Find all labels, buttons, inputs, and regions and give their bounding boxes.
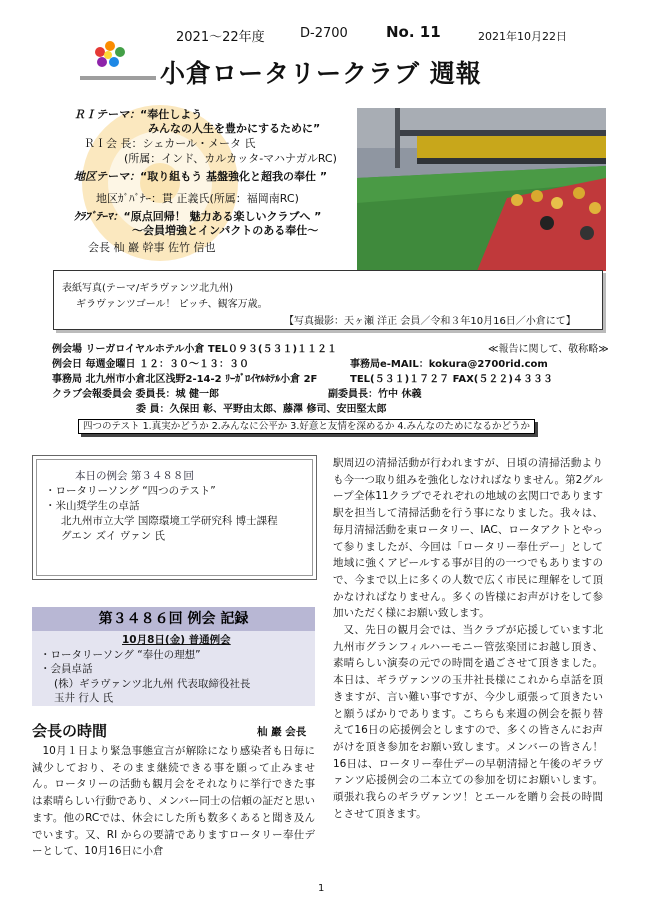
cover-caption-box [53,270,603,330]
president-text-right [333,455,603,822]
ri-theme-line1: “奉仕しよう [140,108,203,121]
ri-theme [74,108,202,122]
club-theme-line1: “原点回帰！ 魅力ある楽しいクラブへ ” [123,210,322,223]
record-item-song: ・ロータリーソング “奉仕の理想” [40,648,201,661]
cover-caption-text: ギラヴァンツゴール！ ピッチ、観客万歳。 [76,299,268,310]
notice: ≪報告に関して、敬称略≫ [488,344,609,355]
committee-members: 委 員：久保田 彰、平野由太郎、藤澤 修司、安田堅太郎 [136,404,387,415]
today-speaker-affiliation: 北九州市立大学 国際環境工学研究科 博士課程 [61,515,278,527]
president-heading: 会長の時間 [32,722,108,740]
page-number: 1 [318,883,325,894]
club-theme [74,210,321,224]
today-title: 本日の例会 第３４８８回 [75,470,194,482]
cover-photo [357,108,606,271]
committee-vice: 副委員長：竹中 休義 [328,389,422,400]
venue: 例会場 リーガロイヤルホテル小倉 TEL０９３(５３１)１１２１ [52,344,338,355]
district-theme-label: 地区テーマ： [74,170,140,183]
record-speaker-name: 玉井 行人 氏 [54,692,114,704]
district-number: D-2700 [300,26,348,41]
record-body [32,631,315,706]
club-theme-label: ｸﾗﾌﾞﾃｰﾏ： [74,210,124,223]
today-speaker-name: グエン ズイ ヴァン 氏 [61,530,165,542]
today-meeting-box [32,455,317,580]
today-item-song: ・ロータリーソング “四つのテスト” [45,485,216,497]
president-name: 杣 巖 会長 [257,726,307,738]
issue-date: 2021年10月22日 [478,30,567,43]
issue-number: No. 11 [386,23,441,41]
record-title: 第３４８６回 例会 記録 [32,607,315,631]
record-item-talk: ・会員卓話 [40,663,93,675]
ri-theme-line2: みんなの人生を豊かにするために” [148,122,321,135]
president-paragraph-1: 駅周辺の清掃活動が行われますが、日頃の清掃活動よりも今一つ取り組みを強化しなければなりません。第2グループ全体11クラブでそれぞれの地域の玄関口であります駅を担当して清掃活動を行う事になりました。我々は、毎月清掃活動を東ロータリー、IAC、ロータアクトとやって参りましたが、今回は「ロータリー奉仕デー」として地域に強くアピールする事が目的の一つでもありますので、今まで以上に多くの人数で広く市民に理解をして頂かなければなりません。多くの皆様にお声がけをして参加いただく様にお願い致します。 [333,457,603,620]
record-date: 10月8日(金) 普通例会 [122,634,231,646]
ri-president-affiliation: (所属：インド、カルカッタ-マハナガルRC) [124,152,337,165]
meeting-day: 例会日 毎週金曜日 １２：３０～１３：３０ [52,359,249,370]
record-speaker-affiliation: (株）ギラヴァンツ北九州 代表取締役社長 [54,677,251,690]
club-officers: 会長 杣 巖 幹事 佐竹 信也 [88,241,216,254]
cover-caption-title: 表紙写真(テーマ/ギラヴァンツ北九州) [62,283,234,294]
district-theme [74,170,327,184]
club-theme-line2: ～会員増強とインパクトのある奉仕～ [132,224,319,237]
president-paragraph-2: 又、先日の観月会では、当クラブが応援しています北九州市グランフィルハーモニー管弦楽団にお越し頂き、素晴らしい演奏の元での時間を過ごさせて頂きました。本日は、ギラヴァンツの玉井社長様にこれから卓話を頂きますが、言い難い事ですが、今少し頑張って頂きたいと願うばかりであります。こちらも来週の例会を振り替えて16日の応援例会としますので、多くの皆さんにお声がけを頂き参加をお願い致します。メンバーの皆さん！16日は、ロータリー奉仕デーの早朝清掃と午後のギラヴァンツ応援例会の二本立ての参加を切にお願いします。頑張れ我らのギラヴァンツ！とエールを贈り会長の時間とさせて頂きます。 [333,624,603,820]
office-address: 事務局 北九州市小倉北区浅野2-14-2 ﾘｰｶﾞﾛｲﾔﾙﾎﾃﾙ小倉 2F [52,374,318,385]
club-year: 2021～22年度 [176,30,265,45]
page-title: 小倉ロータリークラブ 週報 [160,59,482,88]
office-phone: TEL(５３１)１７２７ FAX(５２２)４３３３ [350,374,553,385]
president-text-left: 10月１日より緊急事態宣言が解除になり感染者も日毎に減少しており、そのまま継続できる事を願って止みません。ロータリーの活動も観月会をそれなりに挙行できた事は素晴らしい行動であり、メンバー同士の信頼の証だと思います。他のRCでは、休会にした所も数多くあると聞き及んでいます。又、RI からの要請でありますロータリー奉仕デーとして、10月16日に小倉 [32,745,315,858]
cover-photo-credit: 【写真撮影：天ヶ瀬 洋正 会員／令和３年10月16日／小倉にて】 [284,316,576,327]
four-way-test: 四つのテスト 1.真実かどうか 2.みんなに公平か 3.好意と友情を深めるか 4.みんなのためになるかどうか [78,419,535,434]
rotary-logo [78,30,158,88]
district-governor: 地区ｶﾞﾊﾞﾅｰ：貫 正義氏(所属：福岡南RC) [96,192,299,205]
ri-president: ＲＩ会 長：シェカール・メータ 氏 [84,137,256,150]
ri-theme-label: ＲＩテーマ： [74,108,140,121]
office-email: 事務局e-MAIL：kokura@2700rid.com [350,359,548,370]
today-item-talk: ・米山奨学生の卓話 [45,500,140,512]
club-info [52,342,609,434]
committee-chair: クラブ会報委員会 委員長：城 健一郎 [52,389,219,400]
district-theme-text: “取り組もう 基盤強化と超我の奉仕 ” [140,170,328,183]
